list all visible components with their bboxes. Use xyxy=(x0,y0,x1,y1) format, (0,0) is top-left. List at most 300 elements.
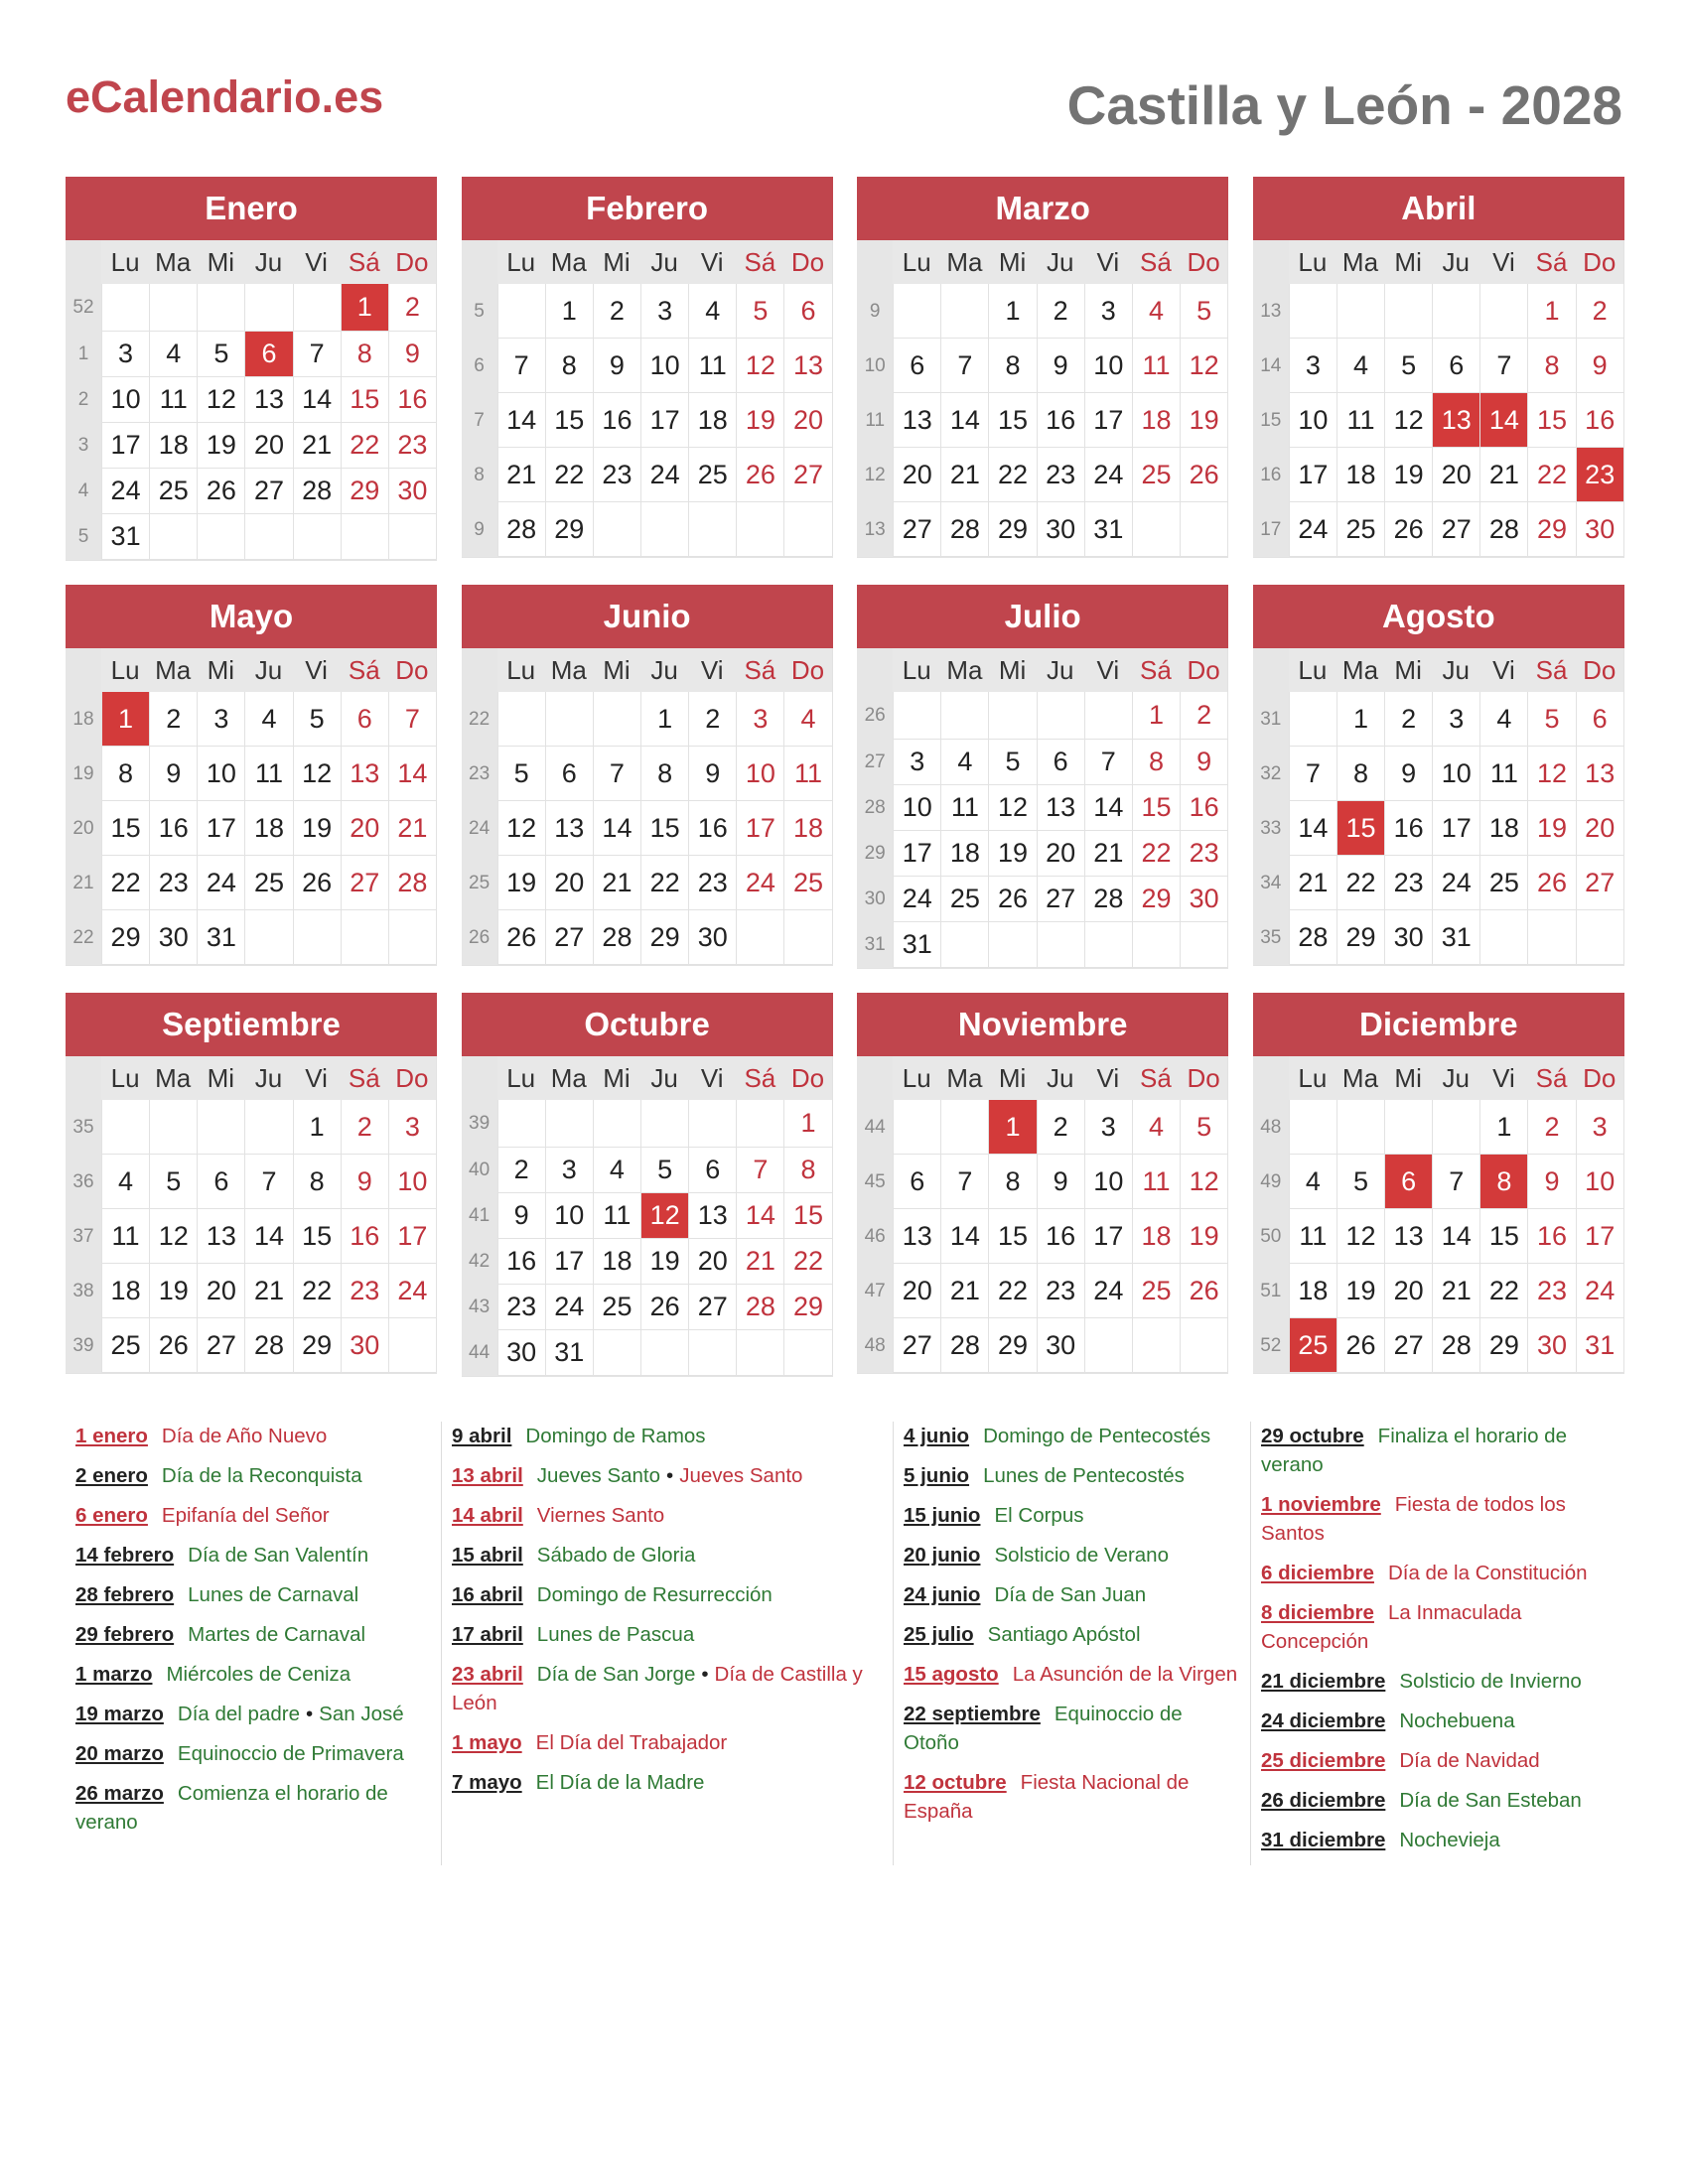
day-cell[interactable]: 23 xyxy=(1528,1264,1575,1317)
day-cell[interactable]: 2 xyxy=(1385,692,1432,746)
day-cell[interactable]: 20 xyxy=(1385,1264,1432,1317)
day-cell[interactable]: 8 xyxy=(989,1155,1036,1208)
note-date[interactable]: 25 julio xyxy=(904,1623,974,1646)
day-cell[interactable]: 7 xyxy=(1433,1155,1479,1208)
day-cell[interactable]: 15 xyxy=(641,801,688,855)
day-cell[interactable]: 18 xyxy=(1337,448,1384,501)
day-cell[interactable]: 7 xyxy=(1085,740,1132,784)
day-cell[interactable]: 16 xyxy=(150,801,197,855)
note-date[interactable]: 1 noviembre xyxy=(1261,1493,1381,1516)
day-cell[interactable]: 25 xyxy=(1337,502,1384,556)
day-cell[interactable]: 1 xyxy=(1133,692,1180,739)
note-date[interactable]: 13 abril xyxy=(452,1464,523,1487)
day-cell[interactable]: 18 xyxy=(594,1239,640,1284)
day-cell[interactable]: 18 xyxy=(1133,1209,1180,1263)
day-cell[interactable]: 14 xyxy=(941,1209,988,1263)
day-cell[interactable]: 11 xyxy=(1133,1155,1180,1208)
day-cell[interactable]: 2 xyxy=(1577,284,1623,338)
day-cell[interactable]: 2 xyxy=(342,1100,388,1154)
day-cell[interactable]: 14 xyxy=(1433,1209,1479,1263)
day-cell[interactable]: 15 xyxy=(989,1209,1036,1263)
day-cell[interactable]: 11 xyxy=(689,339,736,392)
holiday-day-cell[interactable]: 15 xyxy=(1337,801,1384,855)
day-cell[interactable]: 28 xyxy=(1433,1318,1479,1372)
day-cell[interactable]: 5 xyxy=(198,332,244,376)
day-cell[interactable]: 26 xyxy=(1337,1318,1384,1372)
day-cell[interactable]: 17 xyxy=(546,1239,593,1284)
day-cell[interactable]: 19 xyxy=(1181,1209,1227,1263)
day-cell[interactable]: 17 xyxy=(894,831,940,876)
day-cell[interactable]: 31 xyxy=(102,514,149,559)
day-cell[interactable]: 11 xyxy=(1337,393,1384,447)
day-cell[interactable]: 22 xyxy=(1480,1264,1527,1317)
day-cell[interactable]: 2 xyxy=(594,284,640,338)
day-cell[interactable]: 27 xyxy=(1433,502,1479,556)
day-cell[interactable]: 21 xyxy=(737,1239,783,1284)
day-cell[interactable]: 4 xyxy=(245,692,292,746)
day-cell[interactable]: 29 xyxy=(784,1285,831,1329)
day-cell[interactable]: 19 xyxy=(198,423,244,468)
day-cell[interactable]: 19 xyxy=(641,1239,688,1284)
note-date[interactable]: 6 diciembre xyxy=(1261,1562,1374,1584)
day-cell[interactable]: 17 xyxy=(641,393,688,447)
day-cell[interactable]: 7 xyxy=(389,692,436,746)
day-cell[interactable]: 9 xyxy=(1038,339,1084,392)
day-cell[interactable]: 4 xyxy=(1290,1155,1336,1208)
day-cell[interactable]: 5 xyxy=(1181,1100,1227,1154)
day-cell[interactable]: 10 xyxy=(894,785,940,830)
day-cell[interactable]: 1 xyxy=(546,284,593,338)
day-cell[interactable]: 21 xyxy=(1085,831,1132,876)
holiday-day-cell[interactable]: 1 xyxy=(989,1100,1036,1154)
day-cell[interactable]: 28 xyxy=(594,910,640,964)
day-cell[interactable]: 21 xyxy=(941,1264,988,1317)
day-cell[interactable]: 14 xyxy=(941,393,988,447)
note-date[interactable]: 15 abril xyxy=(452,1544,523,1567)
note-date[interactable]: 22 septiembre xyxy=(904,1703,1041,1725)
day-cell[interactable]: 22 xyxy=(1133,831,1180,876)
day-cell[interactable]: 13 xyxy=(1577,747,1623,800)
day-cell[interactable]: 7 xyxy=(1480,339,1527,392)
day-cell[interactable]: 31 xyxy=(894,922,940,967)
note-date[interactable]: 25 diciembre xyxy=(1261,1749,1386,1772)
day-cell[interactable]: 6 xyxy=(689,1148,736,1192)
day-cell[interactable]: 1 xyxy=(989,284,1036,338)
day-cell[interactable]: 30 xyxy=(1181,877,1227,921)
day-cell[interactable]: 9 xyxy=(1038,1155,1084,1208)
note-date[interactable]: 8 diciembre xyxy=(1261,1601,1374,1624)
day-cell[interactable]: 9 xyxy=(1385,747,1432,800)
day-cell[interactable]: 25 xyxy=(150,469,197,513)
day-cell[interactable]: 29 xyxy=(1480,1318,1527,1372)
day-cell[interactable]: 19 xyxy=(737,393,783,447)
day-cell[interactable]: 18 xyxy=(1480,801,1527,855)
day-cell[interactable]: 4 xyxy=(1133,284,1180,338)
day-cell[interactable]: 9 xyxy=(1528,1155,1575,1208)
day-cell[interactable]: 29 xyxy=(641,910,688,964)
note-date[interactable]: 9 abril xyxy=(452,1425,512,1447)
day-cell[interactable]: 31 xyxy=(1433,910,1479,964)
day-cell[interactable]: 30 xyxy=(1038,1318,1084,1372)
day-cell[interactable]: 15 xyxy=(294,1209,341,1263)
day-cell[interactable]: 17 xyxy=(102,423,149,468)
day-cell[interactable]: 21 xyxy=(1480,448,1527,501)
day-cell[interactable]: 2 xyxy=(1181,692,1227,739)
day-cell[interactable]: 7 xyxy=(737,1148,783,1192)
day-cell[interactable]: 11 xyxy=(594,1193,640,1238)
day-cell[interactable]: 9 xyxy=(1181,740,1227,784)
day-cell[interactable]: 13 xyxy=(546,801,593,855)
note-date[interactable]: 20 marzo xyxy=(75,1742,164,1765)
day-cell[interactable]: 27 xyxy=(546,910,593,964)
day-cell[interactable]: 11 xyxy=(102,1209,149,1263)
day-cell[interactable]: 4 xyxy=(1480,692,1527,746)
day-cell[interactable]: 24 xyxy=(1433,856,1479,909)
day-cell[interactable]: 13 xyxy=(342,747,388,800)
day-cell[interactable]: 25 xyxy=(1133,448,1180,501)
day-cell[interactable]: 18 xyxy=(1290,1264,1336,1317)
day-cell[interactable]: 4 xyxy=(102,1155,149,1208)
day-cell[interactable]: 5 xyxy=(1528,692,1575,746)
day-cell[interactable]: 19 xyxy=(1528,801,1575,855)
day-cell[interactable]: 16 xyxy=(1577,393,1623,447)
note-date[interactable]: 4 junio xyxy=(904,1425,970,1447)
day-cell[interactable]: 11 xyxy=(784,747,831,800)
day-cell[interactable]: 16 xyxy=(1528,1209,1575,1263)
day-cell[interactable]: 3 xyxy=(894,740,940,784)
day-cell[interactable]: 24 xyxy=(389,1264,436,1317)
day-cell[interactable]: 3 xyxy=(546,1148,593,1192)
day-cell[interactable]: 20 xyxy=(342,801,388,855)
day-cell[interactable]: 17 xyxy=(1433,801,1479,855)
day-cell[interactable]: 17 xyxy=(1085,1209,1132,1263)
day-cell[interactable]: 16 xyxy=(342,1209,388,1263)
day-cell[interactable]: 26 xyxy=(498,910,545,964)
day-cell[interactable]: 27 xyxy=(894,1318,940,1372)
day-cell[interactable]: 4 xyxy=(150,332,197,376)
day-cell[interactable]: 30 xyxy=(1528,1318,1575,1372)
day-cell[interactable]: 5 xyxy=(150,1155,197,1208)
day-cell[interactable]: 24 xyxy=(1577,1264,1623,1317)
day-cell[interactable]: 30 xyxy=(1038,502,1084,556)
day-cell[interactable]: 25 xyxy=(784,856,831,909)
day-cell[interactable]: 6 xyxy=(1433,339,1479,392)
day-cell[interactable]: 18 xyxy=(102,1264,149,1317)
day-cell[interactable]: 3 xyxy=(1577,1100,1623,1154)
day-cell[interactable]: 13 xyxy=(1385,1209,1432,1263)
day-cell[interactable]: 10 xyxy=(1577,1155,1623,1208)
day-cell[interactable]: 28 xyxy=(294,469,341,513)
day-cell[interactable]: 3 xyxy=(102,332,149,376)
holiday-day-cell[interactable]: 13 xyxy=(1433,393,1479,447)
day-cell[interactable]: 22 xyxy=(641,856,688,909)
note-date[interactable]: 19 marzo xyxy=(75,1703,164,1725)
day-cell[interactable]: 13 xyxy=(198,1209,244,1263)
holiday-day-cell[interactable]: 23 xyxy=(1577,448,1623,501)
day-cell[interactable]: 8 xyxy=(989,339,1036,392)
note-date[interactable]: 6 enero xyxy=(75,1504,148,1527)
day-cell[interactable]: 26 xyxy=(737,448,783,501)
note-date[interactable]: 28 febrero xyxy=(75,1583,175,1606)
day-cell[interactable]: 7 xyxy=(941,1155,988,1208)
day-cell[interactable]: 20 xyxy=(1433,448,1479,501)
day-cell[interactable]: 30 xyxy=(689,910,736,964)
day-cell[interactable]: 20 xyxy=(198,1264,244,1317)
day-cell[interactable]: 22 xyxy=(1528,448,1575,501)
day-cell[interactable]: 27 xyxy=(1038,877,1084,921)
note-date[interactable]: 2 enero xyxy=(75,1464,148,1487)
day-cell[interactable]: 4 xyxy=(594,1148,640,1192)
day-cell[interactable]: 17 xyxy=(389,1209,436,1263)
day-cell[interactable]: 2 xyxy=(689,692,736,746)
day-cell[interactable]: 9 xyxy=(150,747,197,800)
day-cell[interactable]: 21 xyxy=(245,1264,292,1317)
day-cell[interactable]: 17 xyxy=(737,801,783,855)
day-cell[interactable]: 8 xyxy=(102,747,149,800)
day-cell[interactable]: 3 xyxy=(198,692,244,746)
day-cell[interactable]: 12 xyxy=(1337,1209,1384,1263)
day-cell[interactable]: 12 xyxy=(294,747,341,800)
day-cell[interactable]: 11 xyxy=(245,747,292,800)
note-date[interactable]: 29 febrero xyxy=(75,1623,175,1646)
day-cell[interactable]: 21 xyxy=(389,801,436,855)
day-cell[interactable]: 9 xyxy=(389,332,436,376)
day-cell[interactable]: 27 xyxy=(1385,1318,1432,1372)
day-cell[interactable]: 24 xyxy=(1290,502,1336,556)
day-cell[interactable]: 21 xyxy=(941,448,988,501)
day-cell[interactable]: 14 xyxy=(1290,801,1336,855)
day-cell[interactable]: 13 xyxy=(784,339,831,392)
day-cell[interactable]: 29 xyxy=(294,1318,341,1372)
note-date[interactable]: 21 diciembre xyxy=(1261,1670,1386,1693)
day-cell[interactable]: 4 xyxy=(784,692,831,746)
day-cell[interactable]: 15 xyxy=(342,377,388,422)
day-cell[interactable]: 2 xyxy=(1038,284,1084,338)
day-cell[interactable]: 10 xyxy=(641,339,688,392)
day-cell[interactable]: 17 xyxy=(1577,1209,1623,1263)
day-cell[interactable]: 31 xyxy=(546,1330,593,1375)
day-cell[interactable]: 29 xyxy=(1528,502,1575,556)
day-cell[interactable]: 9 xyxy=(498,1193,545,1238)
day-cell[interactable]: 7 xyxy=(498,339,545,392)
day-cell[interactable]: 5 xyxy=(1385,339,1432,392)
day-cell[interactable]: 10 xyxy=(737,747,783,800)
note-date[interactable]: 20 junio xyxy=(904,1544,981,1567)
day-cell[interactable]: 23 xyxy=(498,1285,545,1329)
day-cell[interactable]: 11 xyxy=(150,377,197,422)
day-cell[interactable]: 26 xyxy=(1181,448,1227,501)
note-date[interactable]: 1 marzo xyxy=(75,1663,153,1686)
note-date[interactable]: 24 junio xyxy=(904,1583,981,1606)
day-cell[interactable]: 20 xyxy=(245,423,292,468)
day-cell[interactable]: 28 xyxy=(737,1285,783,1329)
note-date[interactable]: 26 marzo xyxy=(75,1782,164,1805)
note-date[interactable]: 31 diciembre xyxy=(1261,1829,1386,1851)
day-cell[interactable]: 19 xyxy=(498,856,545,909)
day-cell[interactable]: 13 xyxy=(1038,785,1084,830)
day-cell[interactable]: 7 xyxy=(594,747,640,800)
day-cell[interactable]: 24 xyxy=(894,877,940,921)
day-cell[interactable]: 1 xyxy=(1528,284,1575,338)
day-cell[interactable]: 12 xyxy=(498,801,545,855)
day-cell[interactable]: 7 xyxy=(245,1155,292,1208)
day-cell[interactable]: 16 xyxy=(1181,785,1227,830)
day-cell[interactable]: 21 xyxy=(594,856,640,909)
day-cell[interactable]: 12 xyxy=(989,785,1036,830)
day-cell[interactable]: 31 xyxy=(1085,502,1132,556)
day-cell[interactable]: 22 xyxy=(784,1239,831,1284)
day-cell[interactable]: 18 xyxy=(150,423,197,468)
day-cell[interactable]: 26 xyxy=(641,1285,688,1329)
day-cell[interactable]: 28 xyxy=(498,502,545,556)
holiday-day-cell[interactable]: 14 xyxy=(1480,393,1527,447)
day-cell[interactable]: 30 xyxy=(342,1318,388,1372)
day-cell[interactable]: 14 xyxy=(389,747,436,800)
day-cell[interactable]: 6 xyxy=(546,747,593,800)
day-cell[interactable]: 16 xyxy=(689,801,736,855)
holiday-day-cell[interactable]: 1 xyxy=(102,692,149,746)
day-cell[interactable]: 26 xyxy=(1385,502,1432,556)
note-date[interactable]: 7 mayo xyxy=(452,1771,522,1794)
day-cell[interactable]: 26 xyxy=(1528,856,1575,909)
holiday-day-cell[interactable]: 6 xyxy=(1385,1155,1432,1208)
note-date[interactable]: 15 junio xyxy=(904,1504,981,1527)
day-cell[interactable]: 25 xyxy=(941,877,988,921)
day-cell[interactable]: 18 xyxy=(784,801,831,855)
day-cell[interactable]: 6 xyxy=(784,284,831,338)
day-cell[interactable]: 8 xyxy=(546,339,593,392)
day-cell[interactable]: 26 xyxy=(150,1318,197,1372)
day-cell[interactable]: 10 xyxy=(198,747,244,800)
day-cell[interactable]: 10 xyxy=(102,377,149,422)
day-cell[interactable]: 29 xyxy=(546,502,593,556)
day-cell[interactable]: 20 xyxy=(689,1239,736,1284)
day-cell[interactable]: 5 xyxy=(294,692,341,746)
day-cell[interactable]: 2 xyxy=(1528,1100,1575,1154)
note-date[interactable]: 14 abril xyxy=(452,1504,523,1527)
day-cell[interactable]: 6 xyxy=(342,692,388,746)
day-cell[interactable]: 20 xyxy=(1038,831,1084,876)
holiday-day-cell[interactable]: 8 xyxy=(1480,1155,1527,1208)
day-cell[interactable]: 14 xyxy=(594,801,640,855)
day-cell[interactable]: 20 xyxy=(546,856,593,909)
day-cell[interactable]: 13 xyxy=(894,393,940,447)
day-cell[interactable]: 8 xyxy=(784,1148,831,1192)
day-cell[interactable]: 23 xyxy=(389,423,436,468)
day-cell[interactable]: 11 xyxy=(941,785,988,830)
day-cell[interactable]: 22 xyxy=(546,448,593,501)
day-cell[interactable]: 18 xyxy=(941,831,988,876)
day-cell[interactable]: 22 xyxy=(989,448,1036,501)
day-cell[interactable]: 30 xyxy=(389,469,436,513)
day-cell[interactable]: 17 xyxy=(198,801,244,855)
day-cell[interactable]: 7 xyxy=(941,339,988,392)
day-cell[interactable]: 5 xyxy=(641,1148,688,1192)
day-cell[interactable]: 22 xyxy=(1337,856,1384,909)
day-cell[interactable]: 11 xyxy=(1480,747,1527,800)
note-date[interactable]: 5 junio xyxy=(904,1464,970,1487)
day-cell[interactable]: 15 xyxy=(546,393,593,447)
day-cell[interactable]: 15 xyxy=(1480,1209,1527,1263)
day-cell[interactable]: 27 xyxy=(894,502,940,556)
day-cell[interactable]: 28 xyxy=(1480,502,1527,556)
day-cell[interactable]: 3 xyxy=(737,692,783,746)
day-cell[interactable]: 27 xyxy=(1577,856,1623,909)
day-cell[interactable]: 28 xyxy=(1085,877,1132,921)
day-cell[interactable]: 4 xyxy=(1337,339,1384,392)
day-cell[interactable]: 15 xyxy=(784,1193,831,1238)
day-cell[interactable]: 10 xyxy=(1290,393,1336,447)
note-date[interactable]: 29 octubre xyxy=(1261,1425,1364,1447)
day-cell[interactable]: 10 xyxy=(1085,339,1132,392)
day-cell[interactable]: 3 xyxy=(1085,1100,1132,1154)
day-cell[interactable]: 15 xyxy=(102,801,149,855)
day-cell[interactable]: 29 xyxy=(989,1318,1036,1372)
day-cell[interactable]: 24 xyxy=(1085,1264,1132,1317)
day-cell[interactable]: 24 xyxy=(737,856,783,909)
day-cell[interactable]: 1 xyxy=(784,1100,831,1147)
day-cell[interactable]: 22 xyxy=(102,856,149,909)
day-cell[interactable]: 22 xyxy=(342,423,388,468)
day-cell[interactable]: 4 xyxy=(689,284,736,338)
day-cell[interactable]: 2 xyxy=(389,284,436,331)
day-cell[interactable]: 14 xyxy=(1085,785,1132,830)
day-cell[interactable]: 2 xyxy=(498,1148,545,1192)
day-cell[interactable]: 7 xyxy=(1290,747,1336,800)
day-cell[interactable]: 6 xyxy=(894,1155,940,1208)
day-cell[interactable]: 14 xyxy=(245,1209,292,1263)
day-cell[interactable]: 18 xyxy=(1133,393,1180,447)
day-cell[interactable]: 12 xyxy=(1181,339,1227,392)
day-cell[interactable]: 3 xyxy=(1433,692,1479,746)
day-cell[interactable]: 8 xyxy=(1337,747,1384,800)
day-cell[interactable]: 21 xyxy=(498,448,545,501)
note-date[interactable]: 24 diciembre xyxy=(1261,1709,1386,1732)
day-cell[interactable]: 24 xyxy=(641,448,688,501)
day-cell[interactable]: 12 xyxy=(1181,1155,1227,1208)
day-cell[interactable]: 27 xyxy=(342,856,388,909)
day-cell[interactable]: 28 xyxy=(389,856,436,909)
day-cell[interactable]: 23 xyxy=(150,856,197,909)
day-cell[interactable]: 16 xyxy=(1038,1209,1084,1263)
day-cell[interactable]: 26 xyxy=(294,856,341,909)
day-cell[interactable]: 18 xyxy=(689,393,736,447)
day-cell[interactable]: 12 xyxy=(150,1209,197,1263)
day-cell[interactable]: 21 xyxy=(294,423,341,468)
holiday-day-cell[interactable]: 12 xyxy=(641,1193,688,1238)
day-cell[interactable]: 5 xyxy=(1181,284,1227,338)
note-date[interactable]: 12 octubre xyxy=(904,1771,1007,1794)
day-cell[interactable]: 12 xyxy=(737,339,783,392)
day-cell[interactable]: 23 xyxy=(1181,831,1227,876)
day-cell[interactable]: 23 xyxy=(1385,856,1432,909)
day-cell[interactable]: 29 xyxy=(102,910,149,964)
day-cell[interactable]: 19 xyxy=(989,831,1036,876)
day-cell[interactable]: 29 xyxy=(1337,910,1384,964)
day-cell[interactable]: 10 xyxy=(546,1193,593,1238)
day-cell[interactable]: 23 xyxy=(689,856,736,909)
day-cell[interactable]: 31 xyxy=(198,910,244,964)
day-cell[interactable]: 16 xyxy=(389,377,436,422)
day-cell[interactable]: 25 xyxy=(102,1318,149,1372)
day-cell[interactable]: 17 xyxy=(1290,448,1336,501)
day-cell[interactable]: 6 xyxy=(894,339,940,392)
note-date[interactable]: 1 mayo xyxy=(452,1731,522,1754)
day-cell[interactable]: 9 xyxy=(1577,339,1623,392)
day-cell[interactable]: 24 xyxy=(1085,448,1132,501)
day-cell[interactable]: 29 xyxy=(342,469,388,513)
day-cell[interactable]: 28 xyxy=(1290,910,1336,964)
